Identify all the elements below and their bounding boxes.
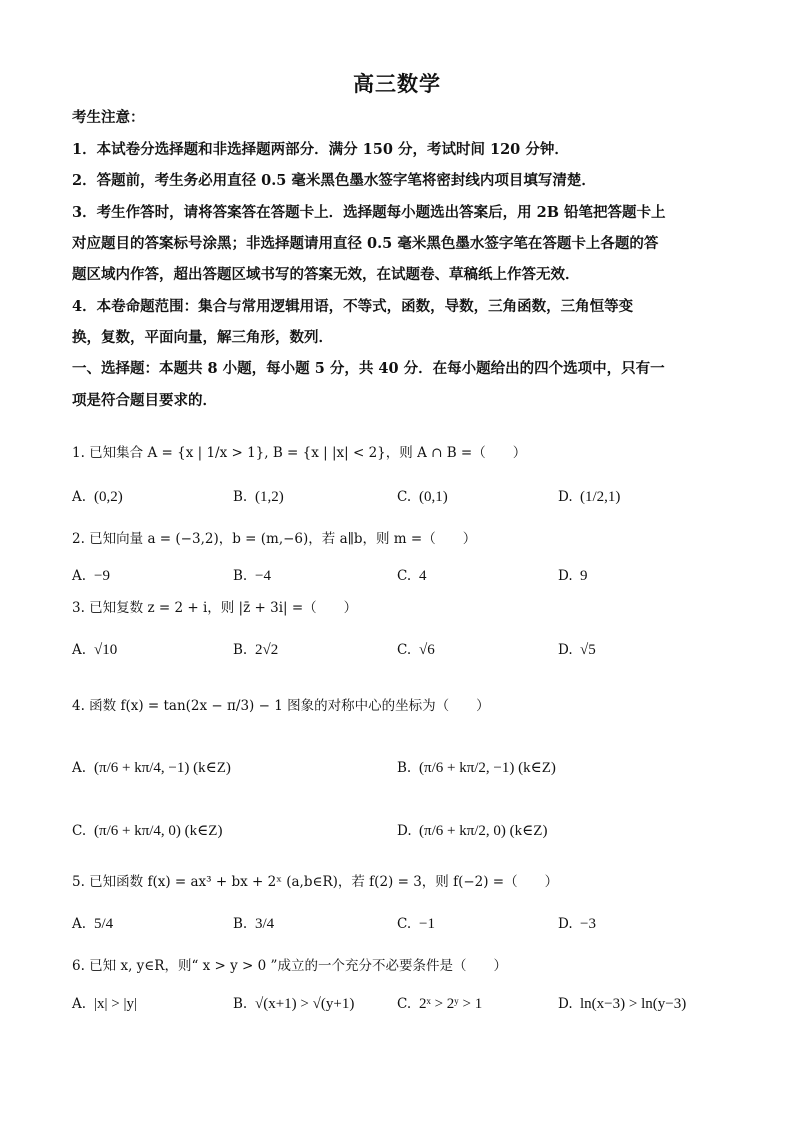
option-text: (π/6 + kπ/2, −1) (k∈Z) xyxy=(419,760,556,776)
option-label: C. xyxy=(397,642,412,658)
option-label: D. xyxy=(558,489,573,505)
notice-item-1: 1．本试卷分选择题和非选择题两部分．满分 150 分，考试时间 120 分钟． xyxy=(72,141,569,158)
option-text: −9 xyxy=(94,568,110,584)
question-3-option-c xyxy=(397,639,435,661)
question-4-option-d xyxy=(397,820,547,842)
question-2-option-a xyxy=(72,565,110,587)
notice-item-4: 4．本卷命题范围：集合与常用逻辑用语，不等式，函数，导数，三角函数，三角恒等变 xyxy=(72,298,634,315)
notice-item-3-cont: 对应题目的答案标号涂黑；非选择题请用直径 0.5 毫米黑色墨水签字笔在答题卡上各题的答 xyxy=(72,235,659,252)
option-label: A. xyxy=(72,760,87,776)
notice-heading: 考生注意： xyxy=(72,109,145,126)
option-label: C. xyxy=(397,916,412,932)
option-text: (0,1) xyxy=(419,489,448,505)
question-6-option-d xyxy=(558,993,686,1015)
question-4-option-a xyxy=(72,757,231,779)
option-label: C. xyxy=(72,823,87,839)
option-text: √(x+1) > √(y+1) xyxy=(255,996,355,1012)
option-text: ln(x−3) > ln(y−3) xyxy=(580,996,687,1012)
option-label: B. xyxy=(397,760,412,776)
option-text: √5 xyxy=(580,642,596,658)
question-1-option-c xyxy=(397,486,448,508)
option-text: √10 xyxy=(94,642,118,658)
question-2-option-b xyxy=(233,565,271,587)
option-label: B. xyxy=(233,996,248,1012)
question-4-option-c xyxy=(72,820,222,842)
question-5-option-c xyxy=(397,913,435,935)
option-label: C. xyxy=(397,489,412,505)
option-label: A. xyxy=(72,996,87,1012)
question-6-option-b xyxy=(233,993,354,1015)
option-label: B. xyxy=(233,568,248,584)
option-text: (0,2) xyxy=(94,489,123,505)
question-6-option-a xyxy=(72,993,137,1015)
option-text: √6 xyxy=(419,642,435,658)
question-2-stem: 2. 已知向量 a = (−3,2)，b = (m,−6)，若 a∥b，则 m =（ ） xyxy=(72,531,477,547)
section-heading-cont: 项是符合题目要求的． xyxy=(72,392,217,409)
question-3-option-b xyxy=(233,639,278,661)
notice-item-2: 2．答题前，考生务必用直径 0.5 毫米黑色墨水签字笔将密封线内项目填写清楚． xyxy=(72,172,596,189)
question-2-option-d xyxy=(558,565,588,587)
option-label: C. xyxy=(397,568,412,584)
notice-item-4-cont: 换，复数，平面向量，解三角形，数列． xyxy=(72,329,333,346)
question-1-option-a xyxy=(72,486,123,508)
option-text: −1 xyxy=(419,916,435,932)
question-1-stem: 1. 已知集合 A = {x | 1/x > 1}, B = {x | |x| < 2}，则 A ∩ B =（ ） xyxy=(72,445,527,461)
option-text: (π/6 + kπ/2, 0) (k∈Z) xyxy=(419,823,548,839)
option-label: C. xyxy=(397,996,412,1012)
option-label: B. xyxy=(233,916,248,932)
option-text: |x| > |y| xyxy=(94,996,137,1012)
option-label: A. xyxy=(72,916,87,932)
option-text: 4 xyxy=(419,568,427,584)
option-label: D. xyxy=(558,568,573,584)
option-label: D. xyxy=(558,916,573,932)
question-4-option-b xyxy=(397,757,556,779)
question-1-option-d xyxy=(558,486,620,508)
option-text: 2ˣ > 2ʸ > 1 xyxy=(419,996,483,1012)
question-2-option-c xyxy=(397,565,427,587)
question-4-stem: 4. 函数 f(x) = tan(2x − π/3) − 1 图象的对称中心的坐标为（ ） xyxy=(72,698,490,714)
option-label: A. xyxy=(72,642,87,658)
option-text: −4 xyxy=(255,568,271,584)
option-text: 3/4 xyxy=(255,916,275,932)
question-6-stem: 6. 已知 x, y∈R，则“ x > y > 0 ”成立的一个充分不必要条件是（ ） xyxy=(72,958,507,974)
option-label: D. xyxy=(558,642,573,658)
option-label: D. xyxy=(397,823,412,839)
option-text: −3 xyxy=(580,916,596,932)
option-label: D. xyxy=(558,996,573,1012)
question-6-option-c xyxy=(397,993,482,1015)
page-title: 高三数学 xyxy=(353,71,441,96)
notice-item-3-end: 题区域内作答，超出答题区域书写的答案无效，在试题卷、草稿纸上作答无效． xyxy=(72,266,580,283)
option-text: (1,2) xyxy=(255,489,284,505)
question-5-option-a xyxy=(72,913,113,935)
option-text: 5/4 xyxy=(94,916,114,932)
option-text: 2√2 xyxy=(255,642,279,658)
question-1-option-b xyxy=(233,486,284,508)
notice-item-3: 3．考生作答时，请将答案答在答题卡上．选择题每小题选出答案后，用 2B 铅笔把答题卡上 xyxy=(72,204,666,221)
option-text: (1/2,1) xyxy=(580,489,621,505)
option-label: A. xyxy=(72,568,87,584)
question-3-option-d xyxy=(558,639,596,661)
option-text: 9 xyxy=(580,568,588,584)
question-5-stem: 5. 已知函数 f(x) = ax³ + bx + 2ˣ (a,b∈R)，若 f(2) = 3，则 f(−2) =（ ） xyxy=(72,874,559,890)
option-label: B. xyxy=(233,642,248,658)
section-heading: 一、选择题：本题共 8 小题，每小题 5 分，共 40 分．在每小题给出的四个选项中，只有一 xyxy=(72,360,665,377)
question-3-option-a xyxy=(72,639,117,661)
option-label: B. xyxy=(233,489,248,505)
option-text: (π/6 + kπ/4, 0) (k∈Z) xyxy=(94,823,223,839)
question-3-stem: 3. 已知复数 z = 2 + i，则 |z̄ + 3i| =（ ） xyxy=(72,600,358,616)
option-text: (π/6 + kπ/4, −1) (k∈Z) xyxy=(94,760,231,776)
option-label: A. xyxy=(72,489,87,505)
question-5-option-b xyxy=(233,913,274,935)
question-5-option-d xyxy=(558,913,596,935)
